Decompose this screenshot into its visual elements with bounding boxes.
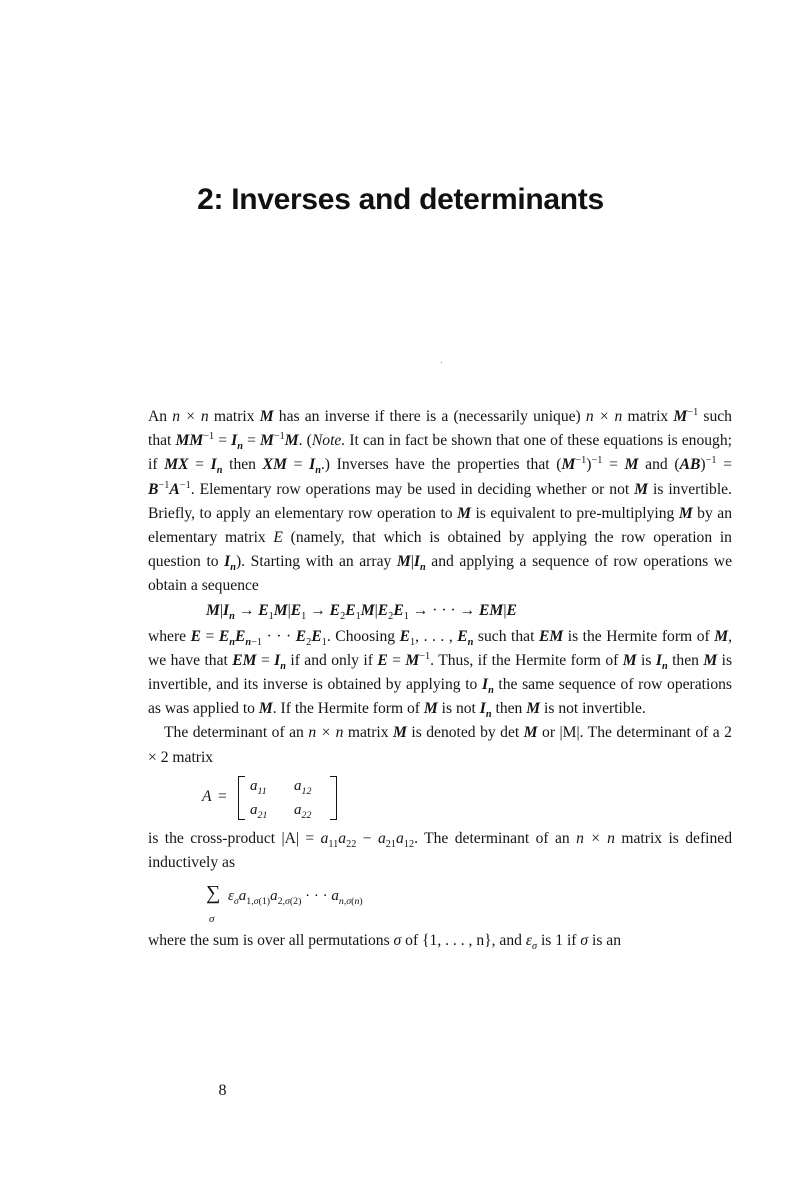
- matrix-2x2: [238, 772, 338, 822]
- chapter-title: 2: Inverses and determinants: [197, 183, 604, 216]
- paragraph-hermite: where $E = E_nE_{n-1}$ · · · $E_2E_1$. Choosing $E_1$, . . . , $E_n$ such that EM is the Hermite form of M, we have that EM = $I_n$ if and only if $E = M^{-1}$. Thus, if the Hermite form of M is $I_n$ then M is invertible, and its inverse is obtained by applying to $I_n$ the same sequence of row operations as was applied to M. If the Hermite form of M is not $I_n$ then M is not invertible.: [148, 627, 733, 721]
- sum-terms: $\varepsilon_\sigma a_{1,\sigma(1)}a_{2,\sigma(2)}$ · · · $a_{n,\sigma(n)}$: [228, 888, 363, 908]
- matrix-cell-a21: $a_{21}$: [250, 801, 268, 821]
- matrix-display: A = $a_{11}$ $a_{12}$ $a_{21}$ $a_{22}$: [148, 772, 732, 824]
- body-text: [148, 405, 732, 953]
- right-bracket: [330, 776, 337, 820]
- paragraph-determinant: The determinant of an n × n matrix M is denoted by det M or |M|. The determinant of a 2 × 2 matrix: [148, 724, 732, 766]
- matrix-cell-a11: $a_{11}$: [250, 777, 267, 797]
- page-number: 8: [218, 1082, 227, 1099]
- stray-mark: [441, 362, 442, 363]
- left-bracket: [238, 776, 245, 820]
- row-operation-sequence: $M|I_n \to E_1M|E_1 \to E_2E_1M|E_2E_1$ → · · · → EM|E: [206, 601, 517, 622]
- matrix-cell-a22: $a_{22}$: [294, 801, 312, 821]
- matrix-cell-a12: $a_{12}$: [294, 777, 312, 797]
- determinant-sum-formula: ∑ σ $\varepsilon_\sigma a_{1,\sigma(1)}a_{2,\sigma(2)}$ · · · $a_{n,\sigma(n)}$: [206, 882, 363, 926]
- paragraph-inverses: An n × n matrix M has an inverse if there is a (necessarily unique) n × n matrix $M^{-1}$ such that $MM^{-1} = I_n = M^{-1}M$. (Note. It can in fact be shown that one of these equations is enough; if MX = $I_n$ then XM = $I_n$.) Inverses have the properties that $(M^{-1})^{-1} = M$ and $(AB)^{-1} = B^{-1}A^{-1}$. Elementary row operations may be used in deciding whether or not M is invertible. Briefly, to apply an elementary row operation to M is equivalent to pre-multiplying M by an elementary matrix E (namely, that which is obtained by applying the row operation in question to $I_n$). Starting with an array $M|I_n$ and applying a sequence of row operations we obtain a sequence: [148, 406, 733, 595]
- paragraph-permutations: where the sum is over all permutations σ of {1, . . . , n}, and $\varepsilon_\sigma$ is 1 if σ is an: [148, 932, 622, 953]
- paragraph-cross-product: is the cross-product $|A| = a_{11}a_{22} - a_{21}a_{12}$. The determinant of an n × n matrix is defined inductively as: [148, 829, 733, 872]
